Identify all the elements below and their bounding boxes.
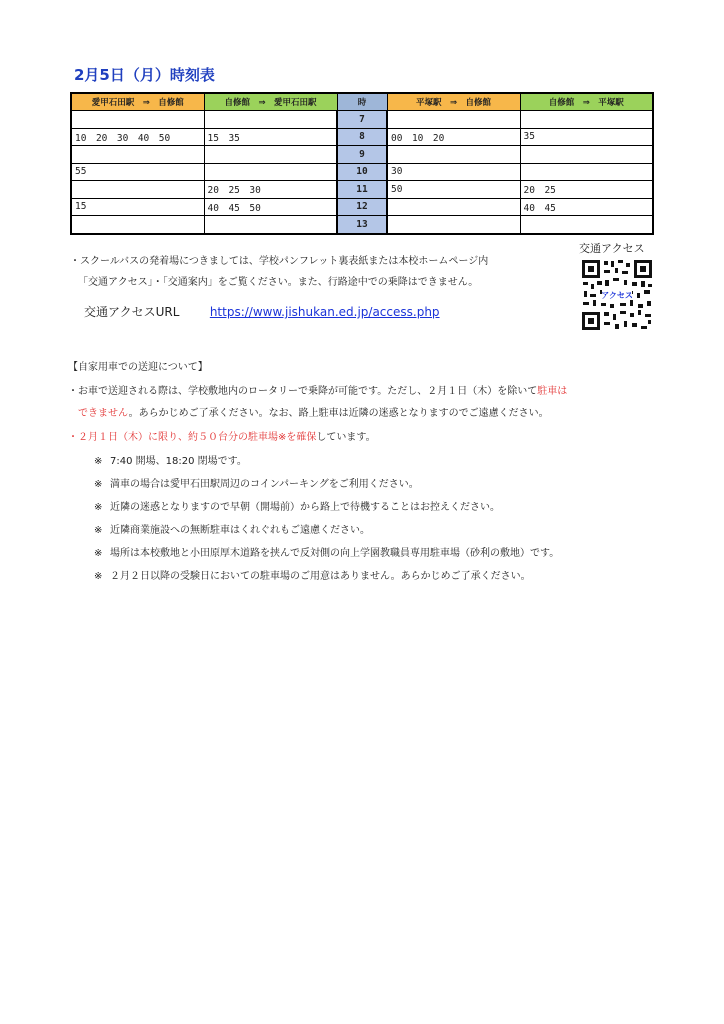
car-text-2: 。あらかじめご了承ください。なお、路上駐車は近隣の迷惑となりますのでご遠慮ください。 xyxy=(128,408,549,419)
parking-note-item xyxy=(94,477,419,493)
qr-caption: アクセス xyxy=(601,291,633,300)
bus-timetable xyxy=(70,92,654,235)
hour-cell: 9 xyxy=(337,146,387,164)
departure-times-cell: 50 xyxy=(387,181,520,199)
departure-times-cell xyxy=(387,111,520,129)
departure-times-cell: 40 45 50 xyxy=(204,198,337,216)
parking-note-text: 7:40 開場、18:20 閉場です。 xyxy=(110,456,247,467)
access-label: 交通アクセス xyxy=(579,242,645,255)
header-aikoishida-to-jishukan: 愛甲石田駅 ⇒ 自修館 xyxy=(71,93,204,111)
departure-times-cell xyxy=(71,146,204,164)
page-title: 2月5日（月）時刻表 xyxy=(74,66,215,84)
parking-note-item xyxy=(94,523,370,539)
hour-cell: 10 xyxy=(337,163,387,181)
car-paragraph-line-2 xyxy=(78,406,549,422)
parking-note-item xyxy=(94,454,247,470)
departure-times-cell: 20 25 30 xyxy=(204,181,337,199)
departure-times-cell: 20 25 xyxy=(520,181,653,199)
departure-times-cell: 30 xyxy=(387,163,520,181)
departure-times-cell xyxy=(520,111,653,129)
timetable-row xyxy=(71,216,653,234)
note-mark: ※ xyxy=(94,571,103,582)
hour-cell: 13 xyxy=(337,216,387,234)
departure-times-cell: 00 10 20 xyxy=(387,128,520,146)
access-url-label: 交通アクセスURL xyxy=(84,305,180,319)
departure-times-cell: 40 45 xyxy=(520,198,653,216)
note-mark: ※ xyxy=(94,479,103,490)
car-text-3: しています。 xyxy=(316,432,376,443)
car-text-3-red: ・２月１日（木）に限り、約５０台分の駐車場※を確保 xyxy=(68,432,317,443)
car-section-heading: 【自家用車での送迎について】 xyxy=(68,362,208,373)
departure-times-cell xyxy=(387,216,520,234)
parking-note-text: 近隣の迷惑となりますので早朝（開場前）から路上で待機することはお控えください。 xyxy=(110,502,500,513)
timetable-row xyxy=(71,111,653,129)
departure-times-cell xyxy=(71,111,204,129)
note-line-2: 「交通アクセス」・「交通案内」をご覧ください。また、行路途中での乗降はできません。 xyxy=(78,277,479,288)
parking-note-text: 満車の場合は愛甲石田駅周辺のコインパーキングをご利用ください。 xyxy=(110,479,419,490)
departure-times-cell xyxy=(520,146,653,164)
hour-cell: 11 xyxy=(337,181,387,199)
note-mark: ※ xyxy=(94,456,103,467)
departure-times-cell: 15 35 xyxy=(204,128,337,146)
note-line-1: ・スクールバスの発着場につきましては、学校パンフレット裏表紙または本校ホームページ内 xyxy=(70,256,489,267)
header-hour: 時 xyxy=(337,93,387,111)
qr-code-icon[interactable] xyxy=(580,258,654,332)
access-url-row xyxy=(84,303,440,320)
departure-times-cell: 10 20 30 40 50 xyxy=(71,128,204,146)
timetable-row xyxy=(71,163,653,181)
header-jishukan-to-hiratsuka: 自修館 ⇒ 平塚駅 xyxy=(520,93,653,111)
departure-times-cell: 35 xyxy=(520,128,653,146)
note-mark: ※ xyxy=(94,502,103,513)
departure-times-cell: 55 xyxy=(71,163,204,181)
departure-times-cell xyxy=(204,111,337,129)
parking-note-item xyxy=(94,500,500,516)
departure-times-cell xyxy=(520,216,653,234)
parking-note-text: ２月２日以降の受験日においての駐車場のご用意はありません。あらかじめご了承ください。 xyxy=(110,571,531,582)
departure-times-cell xyxy=(387,198,520,216)
timetable-row xyxy=(71,128,653,146)
timetable-row xyxy=(71,181,653,199)
note-mark: ※ xyxy=(94,525,103,536)
departure-times-cell xyxy=(204,163,337,181)
departure-times-cell xyxy=(71,181,204,199)
departure-times-cell xyxy=(204,146,337,164)
car-text-2-red: できません xyxy=(78,408,129,419)
departure-times-cell xyxy=(204,216,337,234)
timetable-row xyxy=(71,198,653,216)
hour-cell: 8 xyxy=(337,128,387,146)
departure-times-cell xyxy=(387,146,520,164)
departure-times-cell xyxy=(520,163,653,181)
hour-cell: 7 xyxy=(337,111,387,129)
car-text-1: ・お車で送迎される際は、学校敷地内のロータリーで乗降が可能です。ただし、２月１日（木）を除いて xyxy=(68,386,538,397)
header-hiratsuka-to-jishukan: 平塚駅 ⇒ 自修館 xyxy=(387,93,520,111)
parking-note-text: 近隣商業施設への無断駐車はくれぐれもご遠慮ください。 xyxy=(110,525,370,536)
departure-times-cell: 15 xyxy=(71,198,204,216)
car-text-1-red: 駐車は xyxy=(537,386,568,397)
hour-cell: 12 xyxy=(337,198,387,216)
timetable-header-row xyxy=(71,93,653,111)
header-jishukan-to-aikoishida: 自修館 ⇒ 愛甲石田駅 xyxy=(204,93,337,111)
car-paragraph-line-3 xyxy=(68,430,376,446)
timetable-row xyxy=(71,146,653,164)
access-url-link[interactable]: https://www.jishukan.ed.jp/access.php xyxy=(209,305,440,319)
parking-note-item xyxy=(94,569,531,585)
note-mark: ※ xyxy=(94,548,103,559)
parking-note-text: 場所は本校敷地と小田原厚木道路を挟んで反対側の向上学園教職員専用駐車場（砂利の敷地）です。 xyxy=(110,548,560,559)
departure-times-cell xyxy=(71,216,204,234)
parking-note-item xyxy=(94,546,559,562)
car-paragraph-line-1 xyxy=(68,384,567,400)
